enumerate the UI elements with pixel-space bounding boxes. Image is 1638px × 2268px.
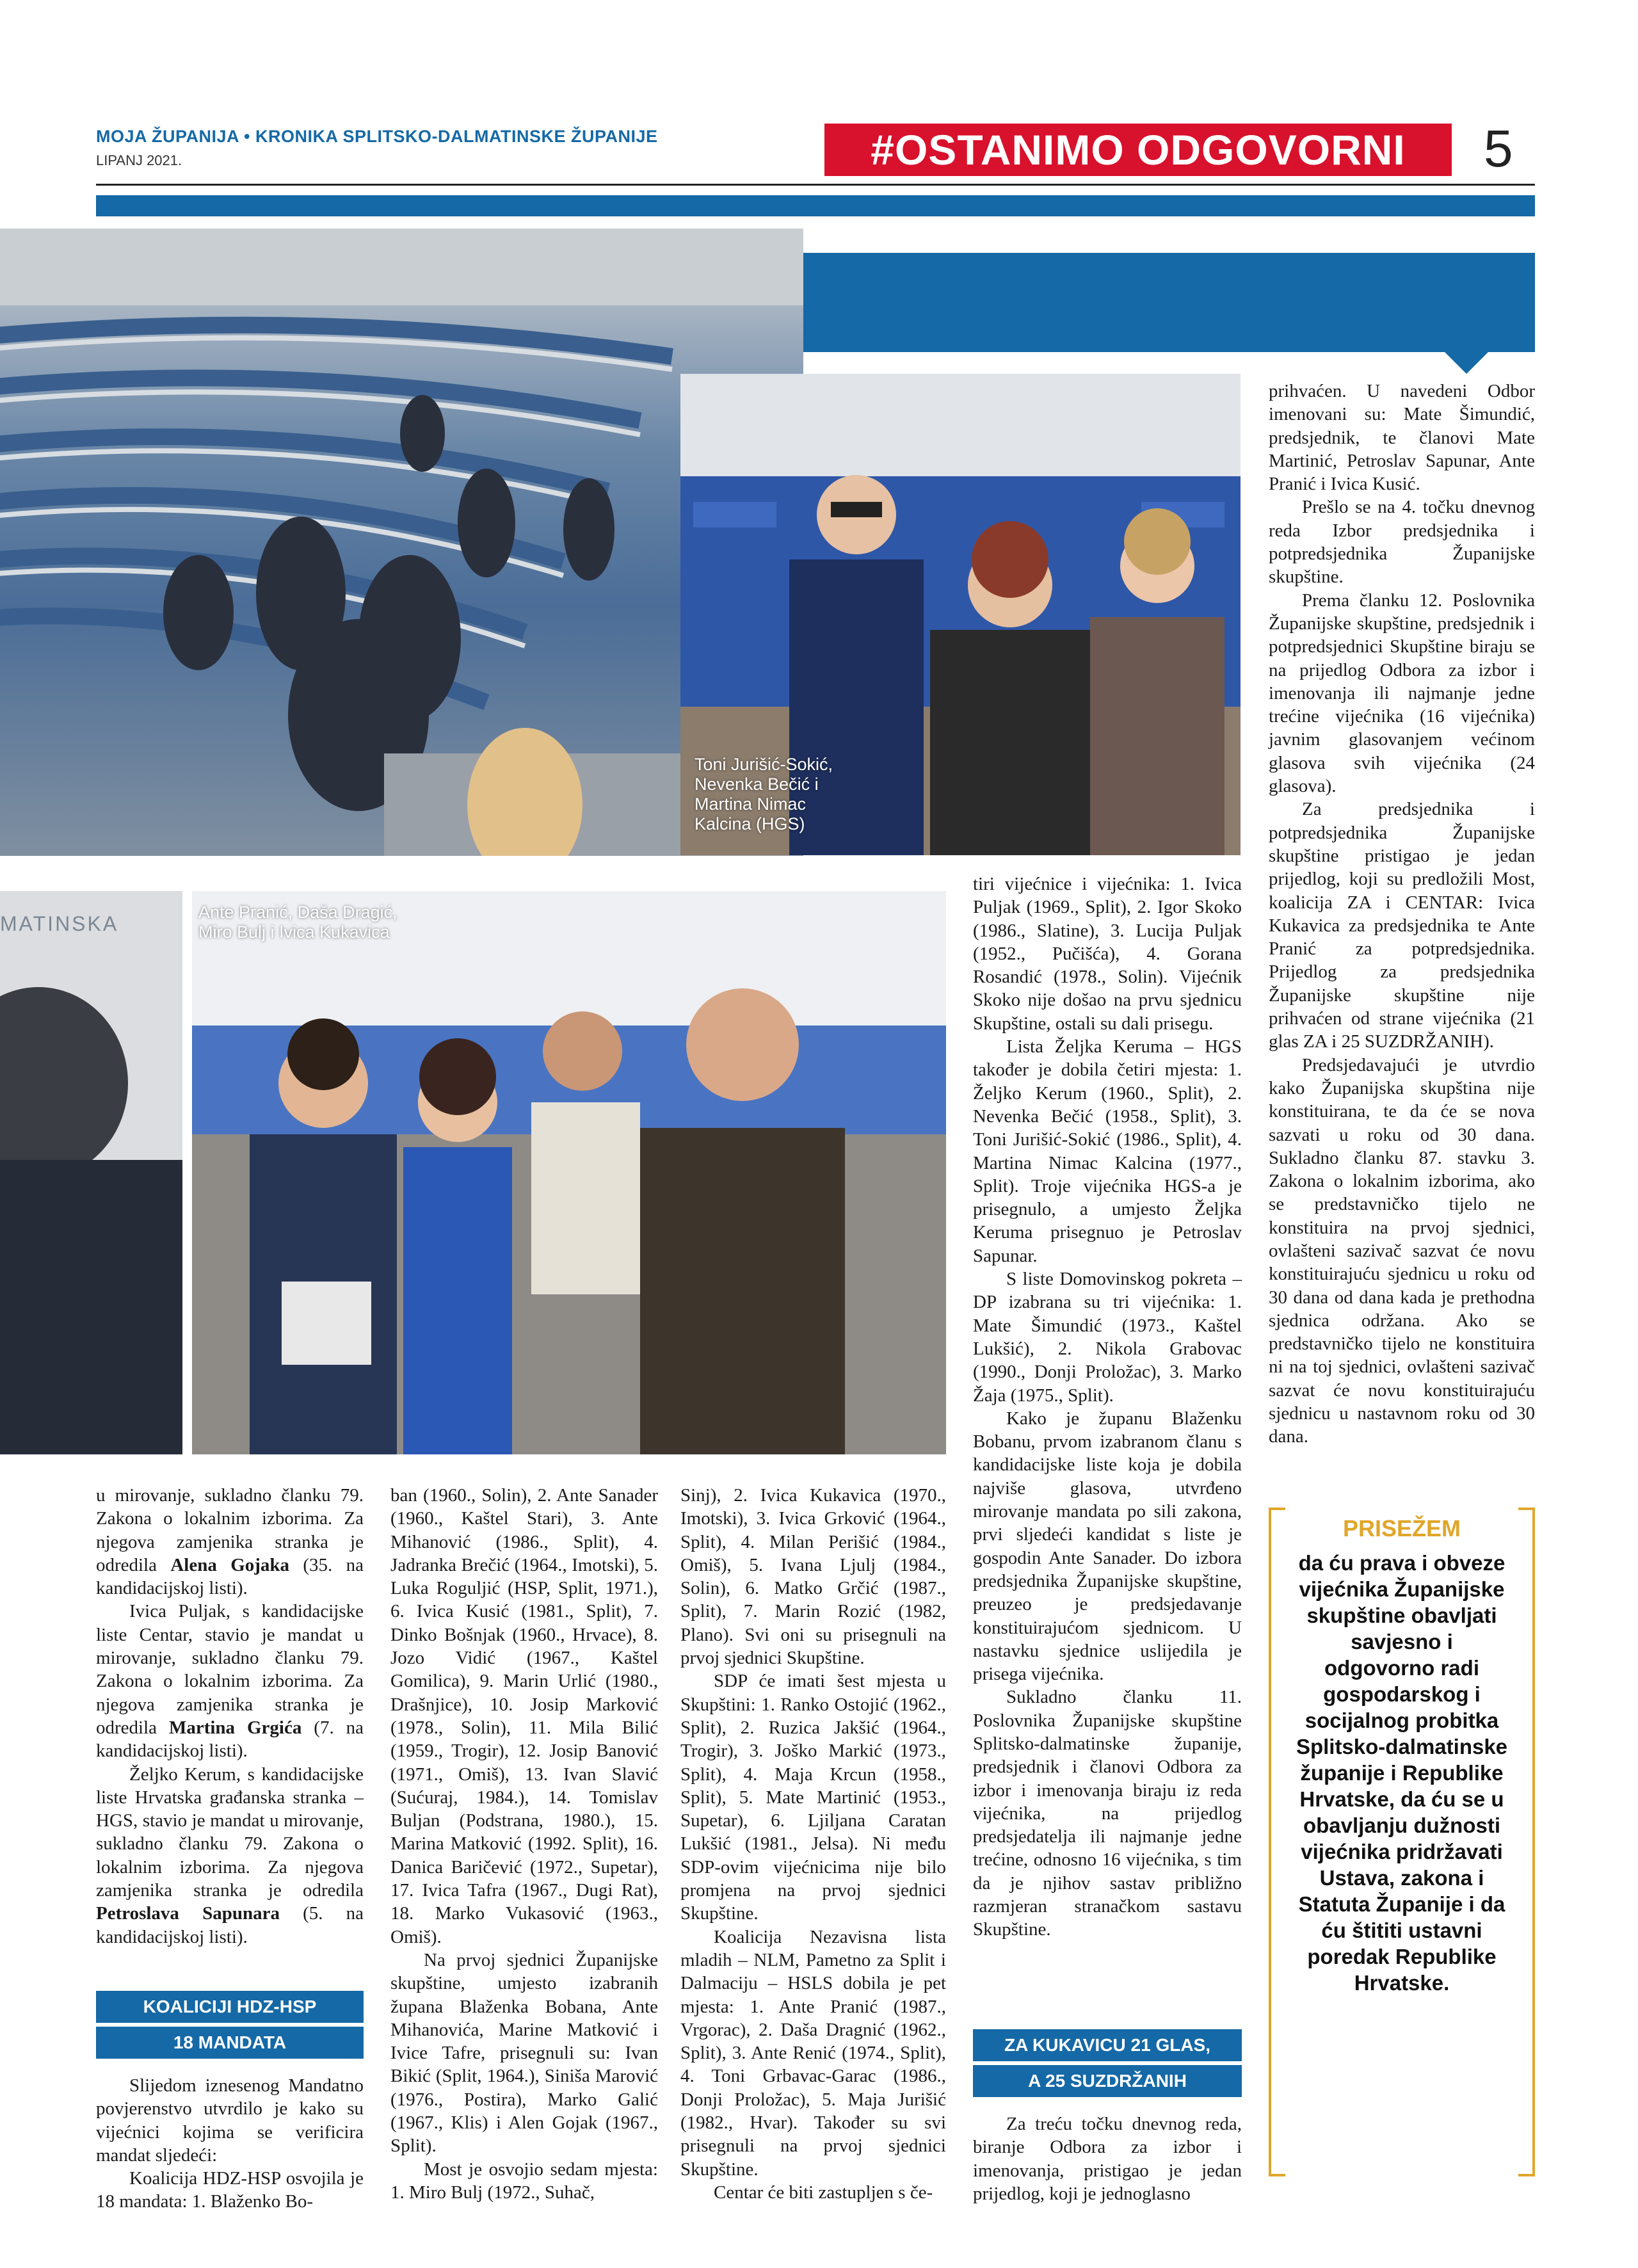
bracket-left-icon — [1269, 1508, 1285, 2176]
blue-arrow-icon — [1443, 351, 1489, 374]
text-run: (35. na kandidacijskoj listi). — [96, 1554, 364, 1599]
text-run: Željko Kerum, s kandidacijske liste Hrvatska građanska stranka – HGS, stavio je mandat u mirovanje, sukladno članku 79. Zakona o lokalnim izborima. Za njegova zamjenika stranka je odredila — [96, 1764, 364, 1901]
text-run: Ivica Puljak, s kandidacijske liste Centar, stavio je mandat u mirovanje, sukladno članku 79. Zakona o lokalnim izborima. Za njegova zamjenika stranka je odredila — [96, 1601, 364, 1738]
paragraph: Na prvoj sjednici Županijske skupštine, umjesto izabranih župana Blaženka Bobana, Ante Mihanovića, Marine Matković i Ivice Tafre, prisegnuli su: Ivan Bikić (Split, 1964.), Siniša Marović (1976., Postira), Marko Galić (1967., Klis) i Alen Gojak (1967., Split). — [390, 1949, 658, 2157]
article-column-4-tail — [973, 2112, 1242, 2205]
article-column-5 — [1269, 380, 1535, 1449]
issue-date: LIPANJ 2021. — [96, 152, 182, 168]
photo-side-sign: MATINSKA — [0, 912, 119, 935]
text-run: u mirovanje, sukladno članku 79. Zakona o lokalnim izborima. Za njegova zamjenika stranka je odredila — [96, 1485, 364, 1575]
article-column-2 — [390, 1484, 658, 2204]
subheading-kukavica-line2: A 25 SUZDRŽANIH — [973, 2065, 1242, 2097]
photo-coalition-caption: Ante Pranić, Daša Dragić, Miro Bulj i Ivica Kukavica — [198, 903, 397, 942]
paragraph: Za predsjednika i potpredsjednika Županijske skupštine pristigao je jedan prijedlog, koji su predložili Most, koalicija ZA i CENTAR: Ivica Kukavica za predsjednika te Ante Pranić za potpredsjednika. Prijedlog za predsjednika Županijske skupštine nije prihvaćen od strane vijećnika (21 glas ZA i 25 SUZDRŽANIH). — [1269, 799, 1535, 1052]
photo-side-left-art — [0, 891, 182, 1454]
paragraph: Lista Željka Keruma – HGS također je dobila četiri mjesta: 1. Željko Kerum (1960., Split), 2. Nevenka Bečić (1958., Split), 3. Toni Jurišić-Sokić (1986., Split), 4. Martina Nimac Kalcina (1977., Split). Troje vijećnika HGS-a je prisegnulo, a umjesto Željka Keruma prisegnuo je Petroslav Sapunar. — [973, 1036, 1242, 1266]
subheading-hdz-line2: 18 MANDATA — [96, 2027, 364, 2059]
paragraph — [96, 1600, 364, 1762]
bracket-right-icon — [1518, 1508, 1535, 2176]
paragraph: Slijedom iznesenog Mandatno povjerenstvo utvrdilo je kako su vijećnici kojima se verificira mandat sljedeći: — [96, 2075, 364, 2166]
page-number: 5 — [1484, 120, 1513, 178]
photo-coalition-art — [192, 891, 946, 1454]
paragraph: Koalicija HDZ-HSP osvojila je 18 mandata: 1. Blaženko Bo- — [96, 2168, 364, 2212]
oath-title: PRISEŽEM — [1342, 1515, 1461, 1541]
paragraph — [96, 1484, 364, 1600]
paragraph: Sukladno članku 11. Poslovnika Županijske skupštine Splitsko-dalmatinske županije, predsjednik i članovi Odbora za izbor i imenovanja biraju iz reda vijećnika, na prijedlog predsjedatelja ili najmanje jedne trećine, odnosno 16 vijećnika, s tim da je njihov sastav približno razmjeran stranačkom sastavu Skupštine. — [973, 1687, 1242, 1940]
paragraph: prihvaćen. U navedeni Odbor imenovani su: Mate Šimundić, predsjednik, te članovi Mate Martinić, Petroslav Sapunar, Ante Pranić i Ivica Kusić. — [1269, 381, 1535, 495]
text-run: (5. na kandidacijskoj listi). — [96, 1903, 364, 1947]
paragraph: ban (1960., Solin), 2. Ante Sanader (1960., Kaštel Stari), 3. Ante Mihanović (1986., Split), 4. Jadranka Brečić (1964., Imotski), 5. Luka Roguljić (HSP, Split, 1971.), 6. Ivica Kusić (1981., Split), 7. Dinko Bošnjak (1960., Hrvace), 8. Jozo Vidić (1967., Kaštel Gomilica), 9. Marin Urlić (1980., Drašnjice), 10. Josip Marković (1978., Solin), 11. Mila Bilić (1959., Trogir), 12. Josip Banović (1971., Omiš), 13. Ivan Slavić (Sućuraj, 1984.), 14. Tomislav Buljan (Podstrana, 1980.), 15. Marina Matković (1992. Split), 16. Danica Baričević (1972., Supetar), 17. Ivica Tafra (1967., Dugi Rat), 18. Marko Vukasović (1963., Omiš). — [390, 1485, 658, 1947]
paragraph: tiri vijećnice i vijećnika: 1. Ivica Puljak (1969., Split), 2. Igor Skoko (1986., Slatine), 3. Lucija Puljak (1952., Pučišća), 4. Gorana Rosandić (1978., Solin). Vijećnik Skoko nije došao na prvu sjednicu Skupštine, ostali su dali prisegu. — [973, 874, 1242, 1034]
subheading-kukavica-line1: ZA KUKAVICU 21 GLAS, — [973, 2029, 1242, 2061]
name-bold: Alena Gojaka — [170, 1554, 290, 1575]
paragraph: Koalicija Nezavisna lista mladih – NLM, Pametno za Split i Dalmaciju – HSLS dobila je pet mjesta: 1. Ante Pranić (1987., Vrgorac), 2. Daša Dragnić (1962., Split), 3. Ante Renić (1974., Split), 4. Toni Grbavac-Garac (1986., Donji Proložac), 5. Maja Jurišić (1982., Hvar). Također su svi prisegnuli na prvoj sjednici Skupštine. — [680, 1926, 946, 2180]
paragraph: Za treću točku dnevnog reda, biranje Odbora za izbor i imenovanja, pristigao je jedan prijedlog, koji je jednoglasno — [973, 2114, 1242, 2204]
paragraph: Centar će biti zastupljen s če- — [714, 2182, 933, 2203]
paragraph — [96, 1763, 364, 1949]
paragraph: SDP će imati šest mjesta u Skupštini: 1. Ranko Ostojić (1962., Split), 2. Ruzica Jakšić (1964., Trogir), 3. Joško Markić (1973., Split), 4. Maja Krcun (1958., Split), 5. Mate Martinić (1953., Supetar), 6. Ljiljana Caratan Lukšić (1981., Jelsa). Ni među SDP-ovim vijećnicima nije bilo promjena na prvoj sjednici Skupštine. — [680, 1671, 946, 1924]
paragraph: Most je osvojio sedam mjesta: 1. Miro Bulj (1972., Suhač, — [390, 2159, 658, 2203]
oath-box — [1269, 1508, 1535, 2176]
paragraph: Kako je županu Blaženku Bobanu, prvom izabranom članu s kandidacijske liste koja je dobila najviše glasova, utvrđeno mirovanje mandata po sili zakona, prvi sljedeći kandidat s liste je gospodin Ante Sanader. Do izbora predsjednika Županijske skupštine, preuzeo je predsjedavanje konstituirajućom sjednicom. U nastavku sjednice uslijedila je prisega vijećnika. — [973, 1408, 1242, 1685]
article-column-4 — [973, 873, 1242, 1942]
text-run: (7. na kandidacijskoj listi). — [96, 1717, 364, 1762]
article-column-3 — [680, 1484, 946, 2204]
paragraph: Predsjedavajući je utvrdio kako Županijska skupština nije konstituirana, te da će se nova sazvati u roku od 30 dana. Sukladno članku 87. stavku 3. Zakona o lokalnim izborima, ako se predstavničko tijelo ne konstituira na prvoj sjednici, ovlašteni sazivač sazvat će novu konstituirajuću sjednicu u roku od 30 dana od dana kada je prethodna sjednica održana. Ako se predstavničko tijelo ne konstituira ni na toj sjednici, ovlašteni sazivač sazvat će novu konstituirajuću sjednicu u nastavnom roku od 30 dana. — [1269, 1054, 1535, 1447]
oath-text: da ću prava i obveze vijećnika Županijske skupštine obavljati savjesno i odgovorno radi gospodarskog i socijalnog probitka Splitsko-dalmatinske županije i Republike Hrvatske, da ću se u obavljanju dužnosti vijećnika pridržavati Ustava, zakona i Statuta Županije i da ću štititi ustavni poredak Republike Hrvatske. — [1296, 1551, 1508, 1995]
paragraph: Prema članku 12. Poslovnika Županijske skupštine, predsjednik i potpredsjednici Skupštine biraju se na prijedlog Odbora za izbor i imenovanja ili najmanje jedne trećine vijećnika (16 vijećnika) javnim glasovanjem većinom glasova svih vijećnika (24 glasova). — [1269, 590, 1535, 797]
paragraph: Prešlo se na 4. točku dnevnog reda Izbor predsjednika i potpredsjednika Županijske skupštine. — [1269, 497, 1535, 588]
article-column-1-tail — [96, 2074, 364, 2214]
paragraph: Sinj), 2. Ivica Kukavica (1970., Imotski), 3. Ivica Grković (1964., Split), 4. Milan Perišić (1984., Omiš), 5. Ivana Ljulj (1984., Solin), 6. Matko Grčić (1987., Split), 7. Marin Rozić (1982, Plano). Svi oni su prisegnuli na prvoj sjednici Skupštine. — [680, 1485, 946, 1669]
subheading-hdz-line1: KOALICIJI HDZ-HSP — [96, 1991, 364, 2023]
section-title: MOJA ŽUPANIJA • KRONIKA SPLITSKO-DALMATINSKE ŽUPANIJE — [96, 127, 658, 146]
paragraph: S liste Domovinskog pokreta – DP izabrana su tri vijećnika: 1. Mate Šimundić (1973., Kaštel Lukšić), 2. Nikola Grabovac (1990., Donji Proložac), 3. Marko Žaja (1975., Split). — [973, 1269, 1242, 1406]
photo-hgs-group — [680, 374, 1241, 855]
photo-hgs-caption: Toni Jurišić-Sokić, Nevenka Bečić i Martina Nimac Kalcina (HGS) — [695, 755, 833, 833]
photo-side-left — [0, 891, 182, 1454]
article-column-1 — [96, 1484, 364, 1949]
name-bold: Petroslava Sapunara — [96, 1903, 280, 1924]
name-bold: Martina Grgića — [168, 1717, 302, 1738]
campaign-banner: #OSTANIMO ODGOVORNI — [824, 124, 1452, 176]
photo-coalition-group — [192, 891, 946, 1454]
blue-strip — [96, 195, 1535, 216]
header-rule — [96, 184, 1535, 186]
